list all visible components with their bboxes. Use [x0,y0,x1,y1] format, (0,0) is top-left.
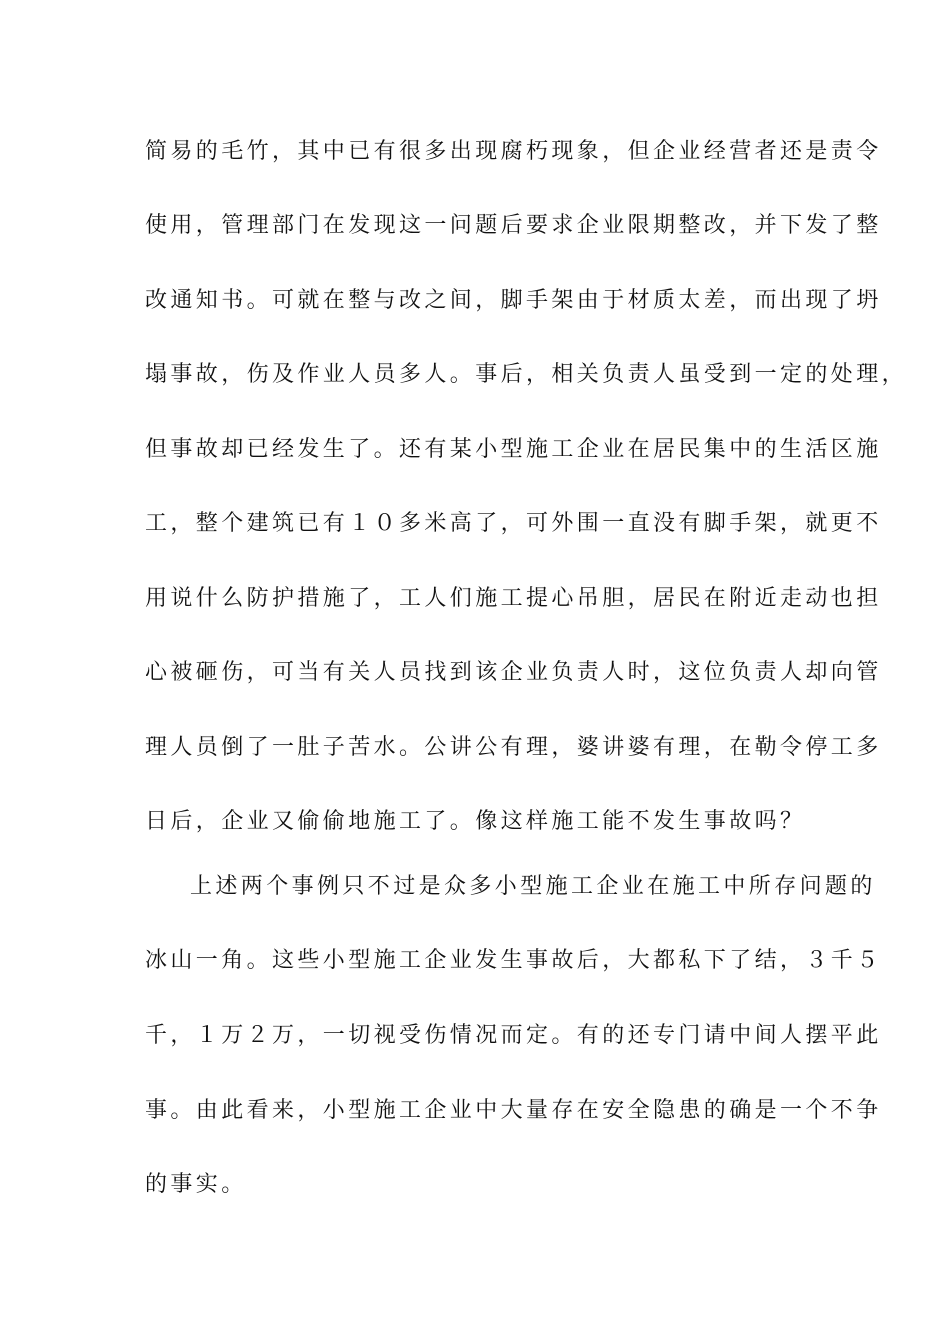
text-line: 改通知书。可就在整与改之间，脚手架由于材质太差，而出现了坍 [145,288,882,313]
text-line: 理人员倒了一肚子苦水。公讲公有理，婆讲婆有理，在勒令停工多 [145,735,882,760]
text-line: 用说什么防护措施了，工人们施工提心吊胆，居民在附近走动也担 [145,586,882,611]
text-line: 但事故却已经发生了。还有某小型施工企业在居民集中的生活区施 [145,437,882,462]
text-line: 塌事故，伤及作业人员多人。事后，相关负责人虽受到一定的处理， [145,362,908,387]
paragraph-first-line: 上述两个事例只不过是众多小型施工企业在施工中所存问题的 [190,874,876,899]
text-line: 冰山一角。这些小型施工企业发生事故后，大都私下了结，３千５ [145,948,882,973]
text-line: 日后，企业又偷偷地施工了。像这样施工能不发生事故吗？ [145,809,806,834]
text-line: 千，１万２万，一切视受伤情况而定。有的还专门请中间人摆平此 [145,1023,882,1048]
text-line: 工，整个建筑已有１０多米高了，可外围一直没有脚手架，就更不 [145,511,882,536]
text-line: 的事实。 [145,1172,247,1197]
text-line: 使用，管理部门在发现这一问题后要求企业限期整改，并下发了整 [145,213,882,238]
text-line: 简易的毛竹，其中已有很多出现腐朽现象，但企业经营者还是责令 [145,139,882,164]
text-line: 心被砸伤，可当有关人员找到该企业负责人时，这位负责人却向管 [145,660,882,685]
text-line: 事。由此看来，小型施工企业中大量存在安全隐患的确是一个不争 [145,1098,882,1123]
